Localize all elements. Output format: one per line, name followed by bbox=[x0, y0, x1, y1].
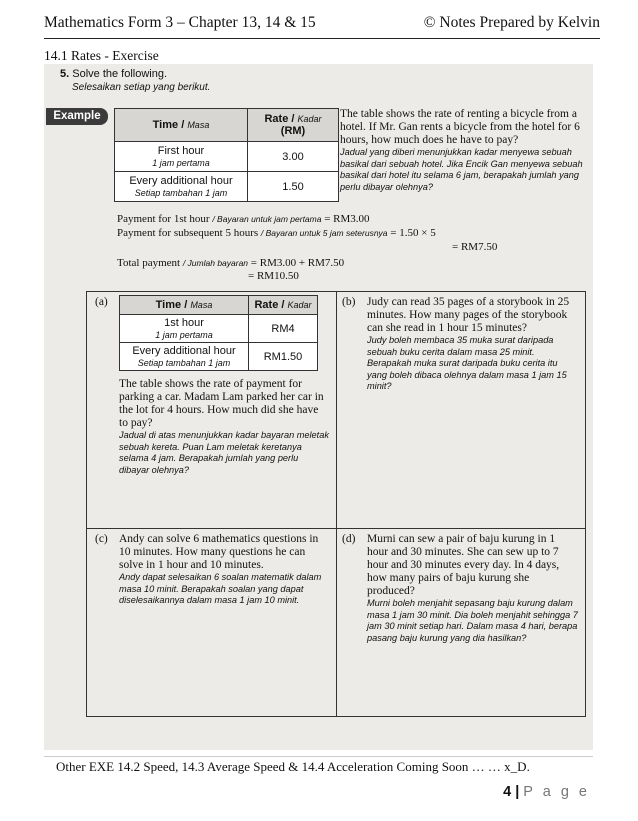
table-cell: Every additional hour Setiap tambahan 1 jam bbox=[115, 172, 248, 202]
question-instruction bbox=[60, 68, 210, 94]
working-line-3: Total payment / Jumlah bayaran = RM3.00 + RM7.50 bbox=[117, 257, 345, 269]
exercise-cell-d bbox=[337, 529, 585, 716]
col-rate-header: Rate / Kadar (RM) bbox=[248, 109, 339, 142]
exercise-cell-a bbox=[87, 292, 336, 528]
header-title: Mathematics Form 3 – Chapter 13, 14 & 15 bbox=[44, 14, 316, 31]
example-rate-table bbox=[114, 108, 339, 202]
example-question-bm: Jadual yang diberi menunjukkan kadar menyewa sebuah basikal dari sebuah hotel. Jika Encik Gan menyewa sebuah basikal dari hotel itu selama 6 jam, berapakah jumlah yang perlu dibayar olehnya? bbox=[340, 147, 583, 192]
table-cell: 3.00 bbox=[248, 142, 339, 172]
part-a-question: The table shows the rate of payment for parking a car. Madam Lam parked her car in the lot for 4 hours. How much did she have to pay? Jadual di atas menunjukkan kadar bayaran meletak sebuah kereta. Puan Lam meletak keretanya selama 4 jam. Berapakah jumlah yang perlu dibayar olehnya? bbox=[119, 378, 329, 475]
footer-note: Other EXE 14.2 Speed, 14.3 Average Speed & 14.4 Acceleration Coming Soon … … x_D. bbox=[44, 756, 593, 775]
table-cell: 1st hour 1 jam pertama bbox=[120, 315, 249, 343]
part-c-question: Andy can solve 6 mathematics questions in 10 minutes. How many questions he can solve in 1 hour and 10 minutes. Andy dapat selesaikan 6 soalan matematik dalam masa 10 minit. Berapakah soalan yang dapat diselesaikannya dalam masa 1 jam 10 minit. bbox=[119, 533, 322, 605]
col-time-header: Time / Masa bbox=[120, 296, 249, 315]
example-question-en: The table shows the rate of renting a bicycle from a hotel. If Mr. Gan rents a bicycle from the hotel for 6 hours, how much does he have to pay? bbox=[340, 108, 580, 146]
header-author: © Notes Prepared by Kelvin bbox=[423, 14, 600, 31]
part-b-question: Judy can read 35 pages of a storybook in 25 minutes. How many pages of the storybook can she read in 1 hour 15 minutes? Judy boleh membaca 35 muka surat daripada sebuah buku cerita dalam masa 25 minit. Berapakah muka surat daripada buku cerita itu yang boleh dibaca olehnya dalam masa 1 jam 15 minit? bbox=[367, 296, 570, 391]
page-header bbox=[44, 12, 600, 39]
section-subheading: 14.1 Rates - Exercise bbox=[44, 48, 159, 63]
question-instruction-bm: Selesaikan setiap yang berikut. bbox=[72, 82, 211, 93]
part-label-c: (c) bbox=[95, 533, 108, 545]
working-line-1: Payment for 1st hour / Bayaran untuk jam pertama = RM3.00 bbox=[117, 213, 370, 225]
page-number bbox=[503, 784, 590, 800]
page-label: P a g e bbox=[523, 784, 590, 800]
exercise-cell-c bbox=[87, 529, 336, 716]
table-cell: Every additional hour Setiap tambahan 1 jam bbox=[120, 343, 249, 371]
working-line-2: Payment for subsequent 5 hours / Bayaran untuk 5 jam seterusnya = 1.50 × 5 bbox=[117, 227, 436, 239]
table-cell: RM4 bbox=[249, 315, 318, 343]
question-number: 5. bbox=[60, 68, 70, 80]
part-label-d: (d) bbox=[342, 533, 356, 545]
exercise-grid bbox=[86, 291, 586, 717]
scanned-worksheet bbox=[44, 64, 593, 750]
part-label-b: (b) bbox=[342, 296, 356, 308]
page-number-value: 4 bbox=[503, 784, 512, 800]
example-question bbox=[340, 108, 586, 193]
page-separator: | bbox=[515, 784, 520, 800]
question-instruction-en: Solve the following. bbox=[72, 68, 168, 80]
working-line-2-result: = RM7.50 bbox=[452, 241, 498, 253]
col-rate-header: Rate / Kadar bbox=[249, 296, 318, 315]
part-d-question: Murni can sew a pair of baju kurung in 1 hour and 30 minutes. She can sew up to 7 hour and 30 minutes every day. In 4 days, how many pairs of baju kurung she produced? Murni boleh menjahit sepasang baju kurung dalam masa 1 jam 30 minit. Dia boleh menjahit sehingga 7 jam 30 minit setiap hari. Dalam masa 4 hari, berapa pasang baju kurung yang dia hasilkan? bbox=[367, 533, 578, 643]
example-badge: Example bbox=[46, 108, 108, 125]
part-a-rate-table bbox=[119, 295, 318, 371]
table-cell: 1.50 bbox=[248, 172, 339, 202]
exercise-cell-b bbox=[337, 292, 585, 528]
table-cell: First hour 1 jam pertama bbox=[115, 142, 248, 172]
col-time-header: Time / Masa bbox=[115, 109, 248, 142]
table-cell: RM1.50 bbox=[249, 343, 318, 371]
working-line-3-result: = RM10.50 bbox=[248, 270, 299, 282]
part-label-a: (a) bbox=[95, 296, 108, 308]
